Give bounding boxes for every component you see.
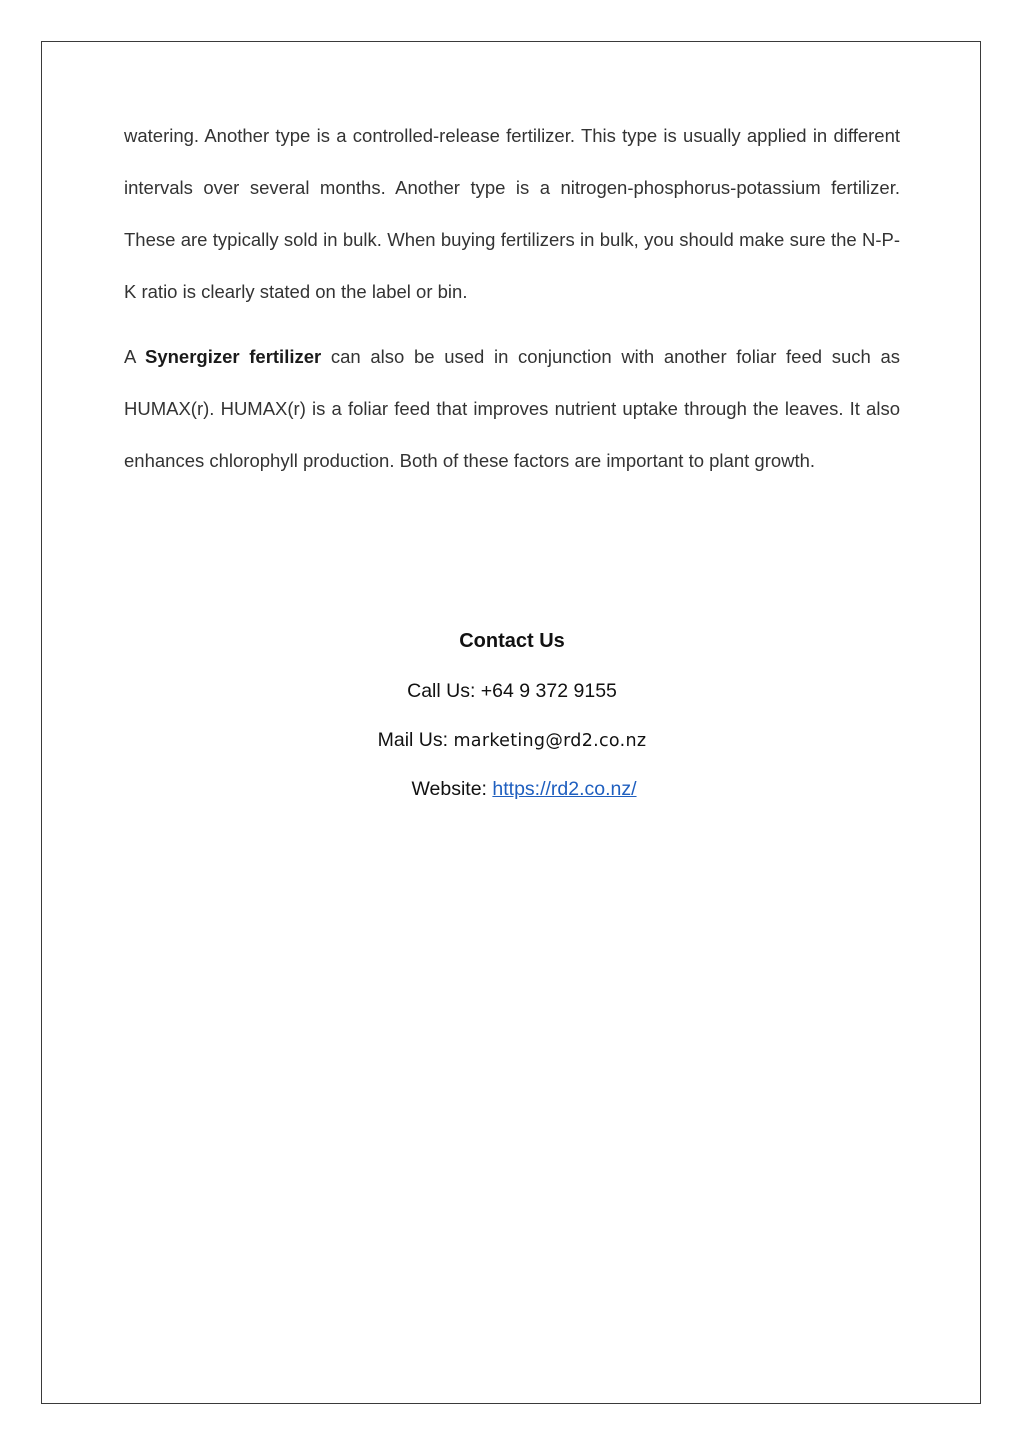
body-paragraph-fertilizer-types [124,110,900,318]
website-link[interactable]: https://rd2.co.nz/ [492,778,637,800]
phone-number: +64 9 372 9155 [480,680,617,702]
mail-label: Mail Us: [377,729,454,751]
contact-heading: Contact Us [459,630,565,652]
paragraph-prefix: A [124,346,145,367]
contact-phone-line [0,680,1024,703]
call-label: Call Us: [407,680,481,702]
email-address: marketing@rd2.co.nz [453,731,647,751]
paragraph-text: watering. Another type is a controlled-release fertilizer. This type is usually applied in different intervals over several months. Another type is a nitrogen-phosphorus-potassium fertilizer. These are typically sold in bulk. When buying fertilizers in bulk, you should make sure the N-P-K ratio is clearly stated on the label or bin. [124,125,900,302]
website-label: Website: [411,778,493,800]
synergizer-fertilizer-bold: Synergizer fertilizer [144,346,322,367]
body-paragraph-synergizer [124,331,900,487]
contact-website-line [0,778,1024,801]
contact-mail-line [0,729,1024,752]
paragraph-text: can also be used in conjunction with another foliar feed such as HUMAX(r). HUMAX(r) is a foliar feed that improves nutrient uptake through the leaves. It also enhances chlorophyll production. Both of these factors are important to plant growth. [124,346,900,471]
